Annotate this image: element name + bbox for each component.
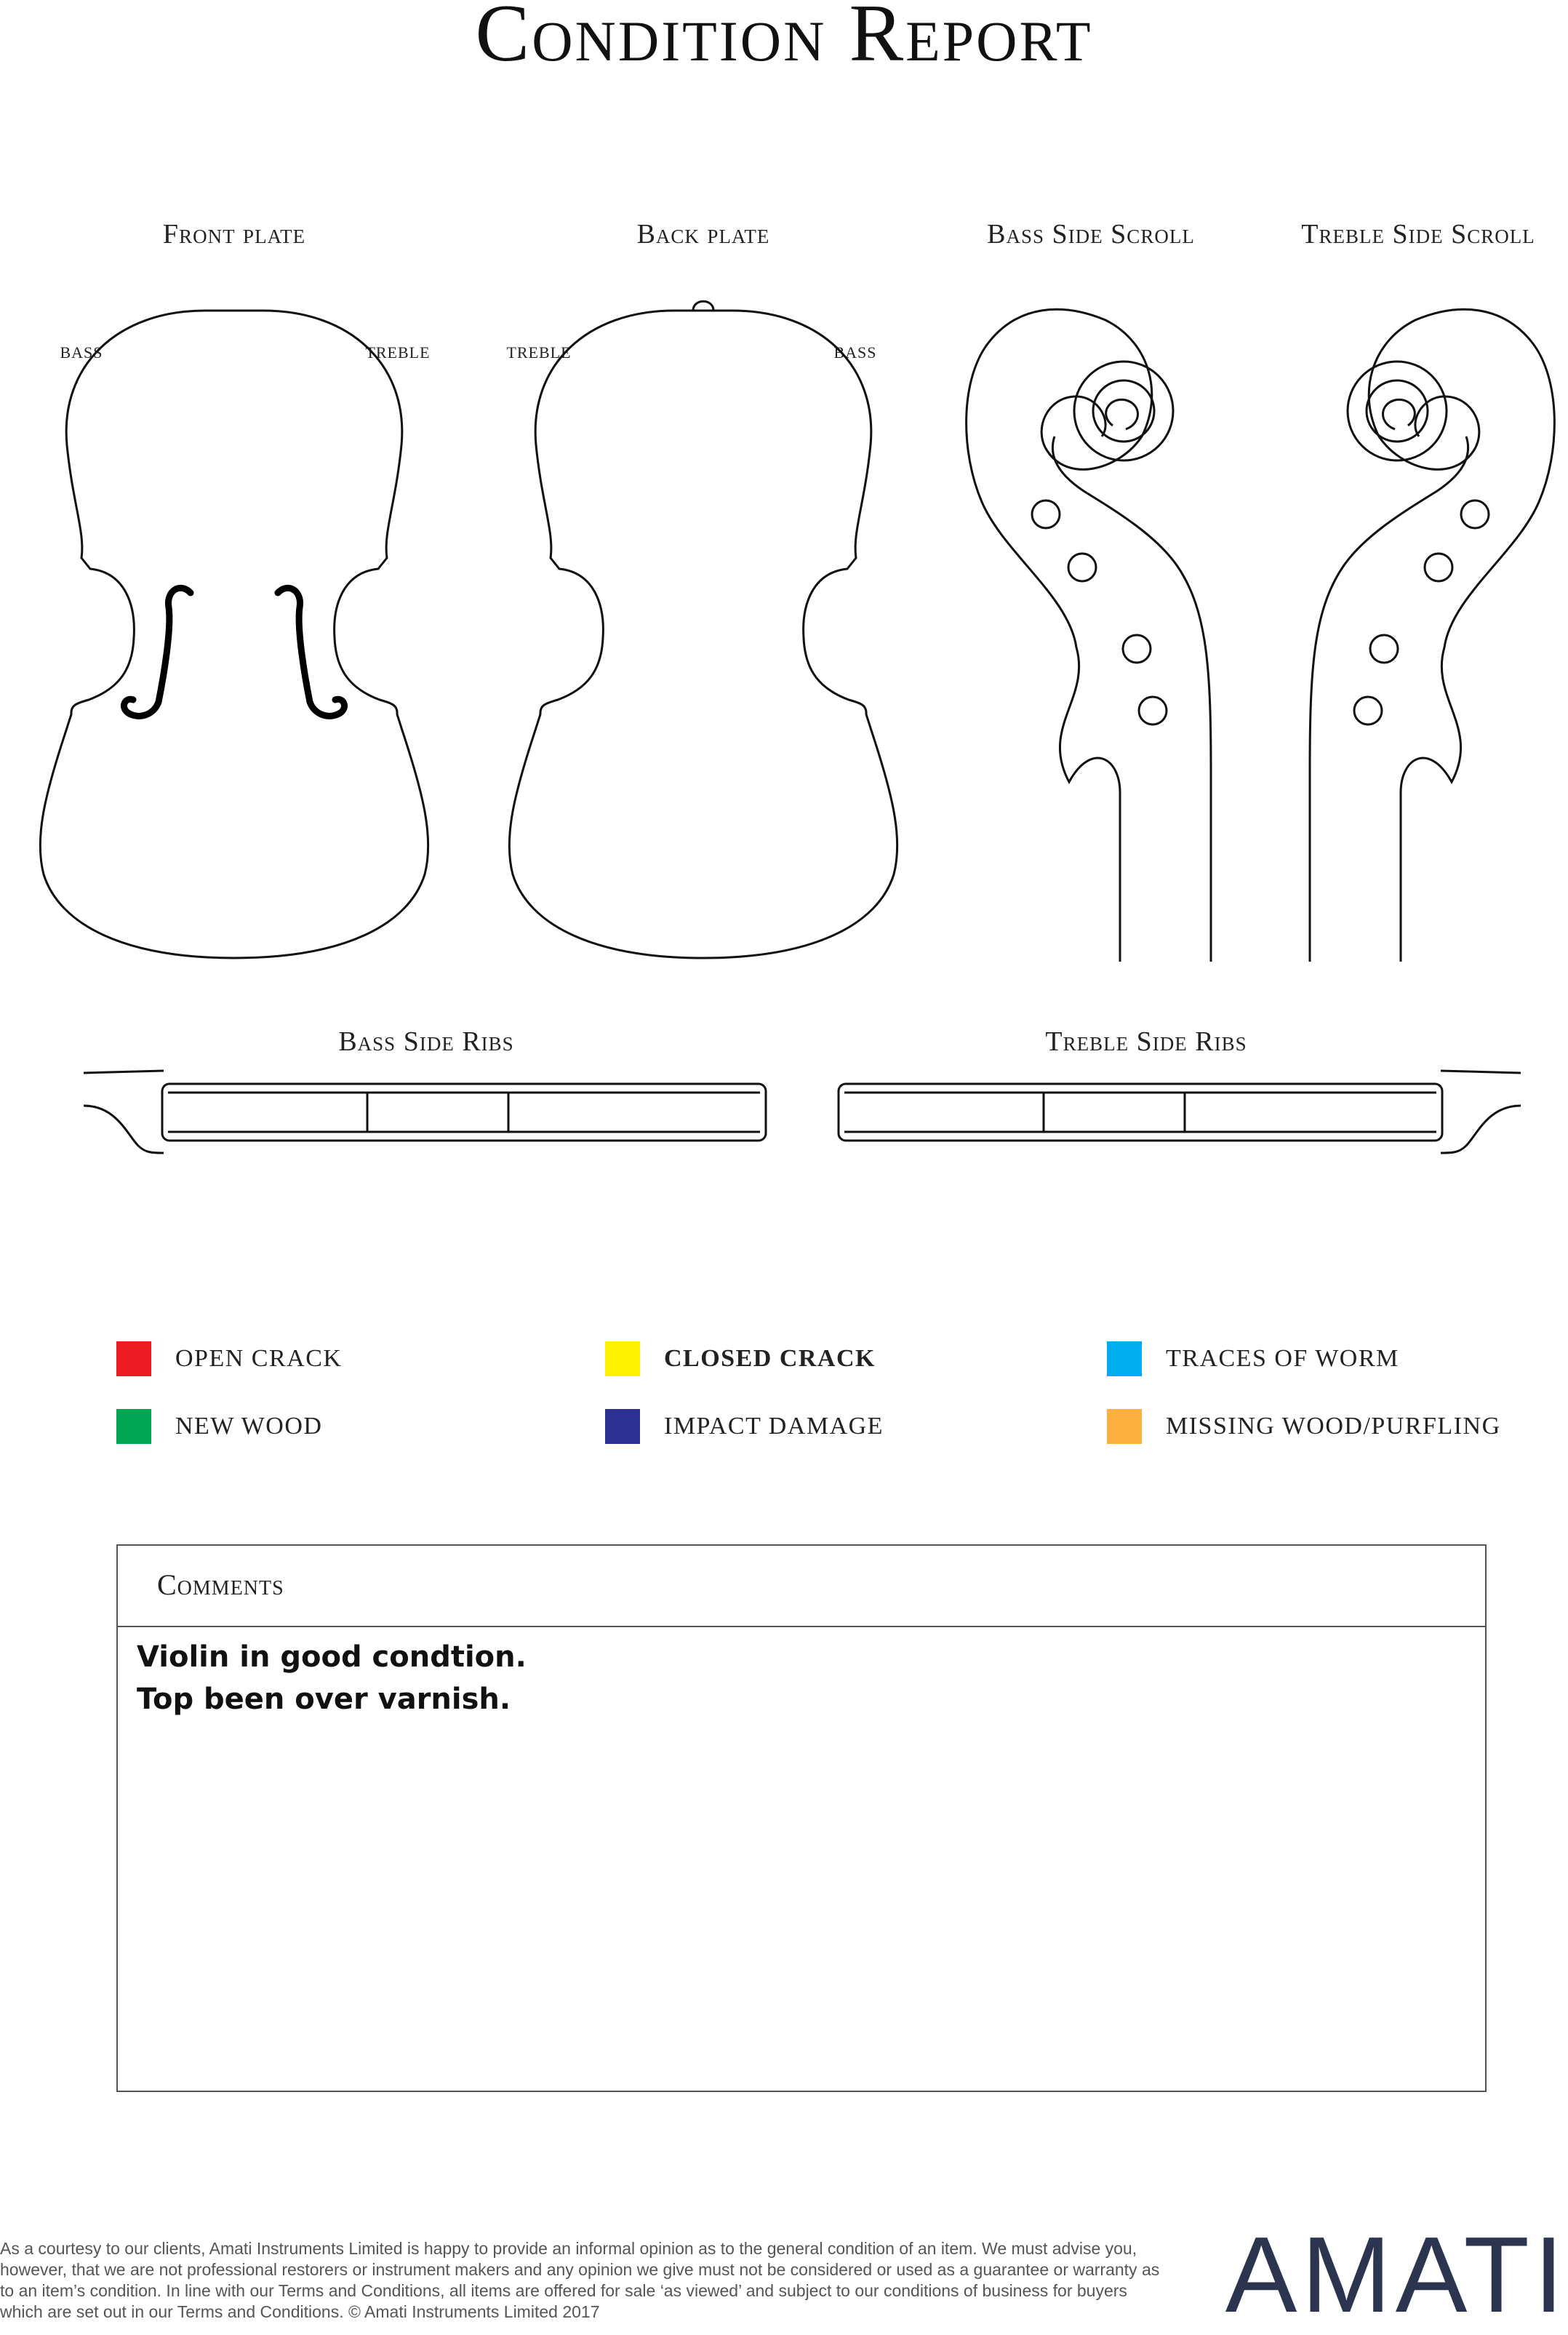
bass-side-scroll-outline [967, 309, 1211, 962]
treble-side-scroll-outline [1310, 309, 1554, 962]
comments-text-area[interactable] [118, 1627, 1485, 1720]
legend-item-closed-crack [605, 1341, 876, 1377]
back-plate-outline [509, 301, 897, 958]
comment-line: Violin in good condtion. [137, 1640, 527, 1674]
legend-item-new-wood [116, 1408, 322, 1445]
comments-header [118, 1546, 1485, 1627]
legend-label: TRACES OF WORM [1166, 1345, 1399, 1372]
traces-of-worm-swatch [1107, 1341, 1142, 1376]
page-title: Condition Report [475, 0, 1093, 79]
comment-line: Top been over varnish. [137, 1683, 511, 1716]
legend-label: CLOSED CRACK [664, 1345, 876, 1372]
treble-f-hole [278, 588, 345, 716]
bass-side-ribs-label: Bass Side Ribs [338, 1026, 514, 1057]
treble-side-ribs-label: Treble Side Ribs [1045, 1026, 1247, 1057]
amati-logo: AMATI [1225, 2215, 1568, 2335]
impact-damage-swatch [605, 1409, 640, 1444]
bass-side-ribs-outline [84, 1071, 766, 1153]
legend-item-traces-of-worm [1107, 1341, 1399, 1377]
treble-side-scroll-label: Treble Side Scroll [1301, 219, 1535, 250]
legend-label: OPEN CRACK [175, 1345, 343, 1372]
treble-side-ribs-outline [839, 1071, 1521, 1153]
disclaimer-text: As a courtesy to our clients, Amati Instruments Limited is happy to provide an informal opinion as to the general condition of an item. We must advise you, however, that we are not professional restorers or instrument makers and any opinion we give must not be considered or used as a guarantee or warranty as to an item’s condition. In line with our Terms and Conditions, all items are offered for sale ‘as viewed’ and subject to our conditions of business for buyers which are set out in our Terms and Conditions. © Amati Instruments Limited 2017 [0, 2239, 1160, 2321]
legend-label: MISSING WOOD/PURFLING [1166, 1413, 1501, 1440]
front-plate-label: Front plate [162, 219, 306, 250]
open-crack-swatch [116, 1341, 151, 1376]
comments-box[interactable] [116, 1544, 1487, 2092]
front-bass-side-label: BASS [60, 343, 103, 362]
back-bass-side-label: BASS [833, 343, 877, 362]
back-treble-side-label: TREBLE [506, 343, 572, 362]
missing-wood-purfling-swatch [1107, 1409, 1142, 1444]
legend-label: NEW WOOD [175, 1413, 323, 1440]
legend-label: IMPACT DAMAGE [664, 1413, 884, 1440]
bass-f-hole [124, 588, 191, 716]
legend-item-missing-wood-purfling [1107, 1408, 1501, 1445]
legend-item-impact-damage [605, 1408, 884, 1445]
legend-item-open-crack [116, 1341, 342, 1377]
back-plate-label: Back plate [636, 219, 770, 250]
bass-side-scroll-label: Bass Side Scroll [987, 219, 1195, 250]
front-plate-outline [40, 311, 431, 958]
new-wood-swatch [116, 1409, 151, 1444]
closed-crack-swatch [605, 1341, 640, 1376]
front-treble-side-label: TREBLE [365, 343, 431, 362]
comments-title: Comments [157, 1568, 284, 1601]
